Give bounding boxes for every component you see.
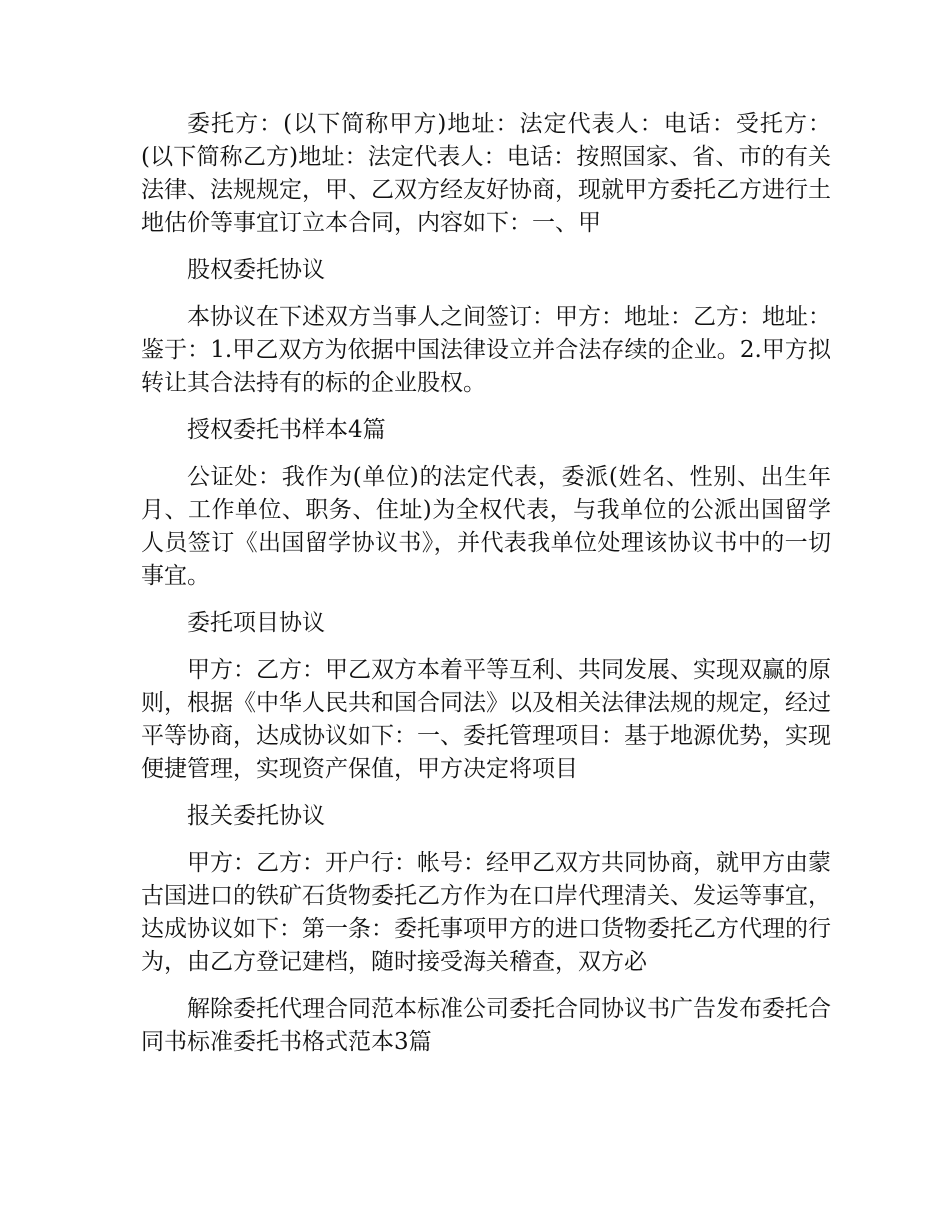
heading-power-of-attorney-samples: 授权委托书样本4篇	[187, 417, 386, 443]
paragraph-related-templates: 解除委托代理合同范本标准公司委托合同协议书广告发布委托合同书标准委托书格式范本3篇	[141, 996, 831, 1055]
heading-customs-entrustment-agreement: 报关委托协议	[187, 803, 325, 829]
paragraph-equity-entrustment: 本协议在下述双方当事人之间签订：甲方：地址：乙方：地址：鉴于：1.甲乙双方为依据中国法律设立并合法存续的企业。2.甲方拟转让其合法持有的标的企业股权。	[141, 304, 831, 396]
heading-project-entrustment-agreement: 委托项目协议	[187, 610, 325, 636]
paragraph-customs-clearance: 甲方：乙方：开户行：帐号：经甲乙双方共同协商，就甲方由蒙古国进口的铁矿石货物委托乙方作为在口岸代理清关、发运等事宜，达成协议如下：第一条：委托事项甲方的进口货物委托乙方代理的行为，由乙方登记建档，随时接受海关稽查，双方必	[141, 850, 831, 975]
heading-equity-entrustment-agreement: 股权委托协议	[187, 257, 325, 283]
document-page	[141, 108, 831, 1059]
paragraph-notary-office: 公证处：我作为(单位)的法定代表，委派(姓名、性别、出生年月、工作单位、职务、住址)为全权代表，与我单位的公派出国留学人员签订《出国留学协议书》，并代表我单位处理该协议书中的一切事宜。	[141, 464, 831, 589]
paragraph-project-management: 甲方：乙方：甲乙双方本着平等互利、共同发展、实现双赢的原则，根据《中华人民共和国合同法》以及相关法律法规的规定，经过平等协商，达成协议如下：一、委托管理项目：基于地源优势，实现便捷管理，实现资产保值，甲方决定将项目	[141, 657, 831, 782]
paragraph-land-appraisal-contract: 委托方：(以下简称甲方)地址：法定代表人：电话：受托方：(以下简称乙方)地址：法定代表人：电话：按照国家、省、市的有关法律、法规规定，甲、乙双方经友好协商，现就甲方委托乙方进行土地估价等事宜订立本合同，内容如下：一、甲	[141, 111, 831, 236]
